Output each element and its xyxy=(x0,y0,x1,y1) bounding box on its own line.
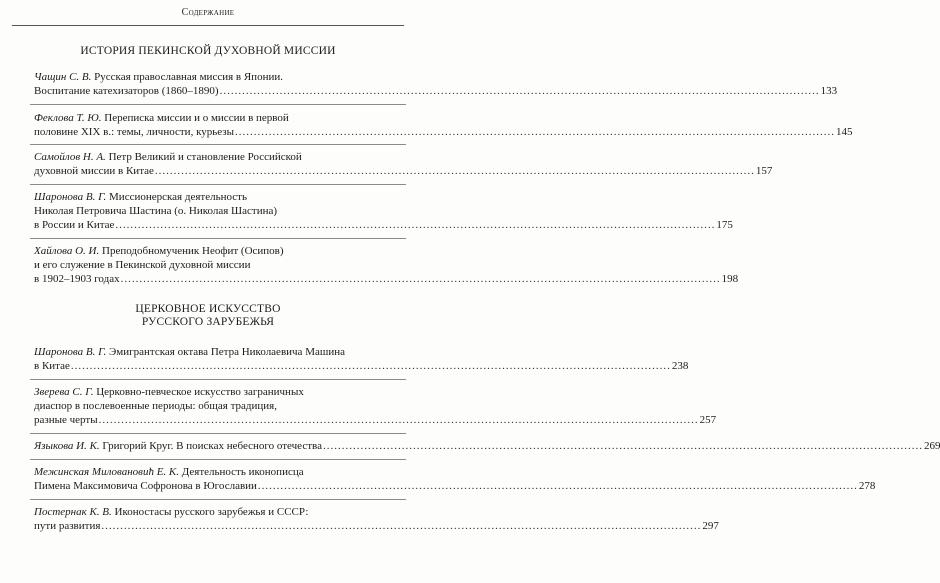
entry-author: Хайлова О. И. xyxy=(34,245,100,257)
entry-author: Чащин С. В. xyxy=(34,71,92,83)
entry-title-line: Деятельность иконописца xyxy=(181,466,304,478)
entry-divider xyxy=(30,459,406,460)
dot-leader xyxy=(155,165,755,177)
entry-title-line: и его служение в Пекинской духовной миссии xyxy=(34,259,251,271)
toc-entry[interactable] xyxy=(34,345,689,373)
entry-divider xyxy=(30,184,406,185)
entry-divider xyxy=(30,433,406,434)
dot-leader xyxy=(258,480,858,492)
entry-page-number: 269 xyxy=(923,440,940,452)
entry-page-number: 297 xyxy=(702,520,719,532)
section-title: ИСТОРИЯ ПЕКИНСКОЙ ДУХОВНОЙ МИССИИ xyxy=(80,45,336,57)
toc-entry[interactable] xyxy=(34,439,940,453)
running-head: Содержание xyxy=(181,7,235,18)
toc-entry[interactable] xyxy=(34,385,717,427)
entry-title-line: Воспитание катехизаторов (1860–1890) xyxy=(34,85,219,97)
entry-author: Феклова Т. Ю. xyxy=(34,112,102,124)
entry-divider xyxy=(30,499,406,500)
entry-title-line: Преподобномученик Неофит (Осипов) xyxy=(102,245,284,257)
header-rule xyxy=(12,25,404,26)
entry-title-line: Григорий Круг. В поисках небесного отечества xyxy=(102,440,322,452)
entry-author: Шаронова В. Г. xyxy=(34,346,107,358)
dot-leader xyxy=(220,85,820,97)
entry-author: Шаронова В. Г. xyxy=(34,191,107,203)
entry-title-line: Пимена Максимовича Софронова в Югославии xyxy=(34,480,257,492)
toc-entry[interactable] xyxy=(34,190,733,232)
entry-title-line: в 1902–1903 годах xyxy=(34,273,120,285)
entry-title-line: Церковно-певческое искусство заграничных xyxy=(96,386,304,398)
toc-entry[interactable] xyxy=(34,465,876,493)
entry-title-line: Иконостасы русского зарубежья и СССР: xyxy=(114,506,309,518)
section-title: РУССКОГО ЗАРУБЕЖЬЯ xyxy=(141,316,275,328)
entry-author: Межинская Миловановић Е. К. xyxy=(34,466,179,478)
dot-leader xyxy=(71,360,671,372)
entry-title-line: пути развития xyxy=(34,520,101,532)
entry-title-line: в России и Китае xyxy=(34,219,115,231)
entry-divider xyxy=(30,238,406,239)
entry-page-number: 238 xyxy=(671,360,689,372)
entry-page-number: 157 xyxy=(755,165,773,177)
toc-entry[interactable] xyxy=(34,70,838,98)
dot-leader xyxy=(235,126,835,138)
entry-author: Зверева С. Г. xyxy=(34,386,94,398)
entry-title-line: Миссионерская деятельность xyxy=(109,191,247,203)
dot-leader xyxy=(99,414,699,426)
entry-title-line: Петр Великий и становление Российской xyxy=(108,151,302,163)
toc-entry[interactable] xyxy=(34,111,853,139)
section-title: ЦЕРКОВНОЕ ИСКУССТВО xyxy=(135,303,281,315)
toc-entry[interactable] xyxy=(34,505,719,533)
entry-title-line: Переписка миссии и о миссии в первой xyxy=(104,112,289,124)
entry-title-line: Эмигрантская октава Петра Николаевича Машина xyxy=(109,346,345,358)
entry-title-line: духовной миссии в Китае xyxy=(34,165,154,177)
entry-page-number: 257 xyxy=(699,414,717,426)
entry-title-line: в Китае xyxy=(34,360,70,372)
entry-author: Языкова И. К. xyxy=(34,440,100,452)
entry-divider xyxy=(30,144,406,145)
entry-title-line: диаспор в послевоенные периоды: общая традиция, xyxy=(34,400,277,412)
entry-author: Постернак К. В. xyxy=(34,506,112,518)
toc-entry[interactable] xyxy=(34,150,773,178)
toc-entry[interactable] xyxy=(34,244,739,286)
entry-title-line: Русская православная миссия в Японии. xyxy=(94,71,283,83)
entry-title-line: половине XIX в.: темы, личности, курьезы xyxy=(34,126,235,138)
entry-page-number: 145 xyxy=(836,126,853,138)
dot-leader xyxy=(115,219,715,231)
dot-leader xyxy=(101,520,701,532)
entry-divider xyxy=(30,379,406,380)
entry-title-line: Николая Петровича Шастина (о. Николая Шастина) xyxy=(34,205,278,217)
entry-title-line: разные черты xyxy=(34,414,98,426)
entry-divider xyxy=(30,104,406,105)
dot-leader xyxy=(323,440,923,452)
entry-page-number: 278 xyxy=(858,480,876,492)
entry-page-number: 133 xyxy=(820,85,838,97)
entry-author: Самойлов Н. А. xyxy=(34,151,106,163)
entry-page-number: 175 xyxy=(716,219,733,231)
dot-leader xyxy=(121,273,721,285)
entry-page-number: 198 xyxy=(721,273,739,285)
